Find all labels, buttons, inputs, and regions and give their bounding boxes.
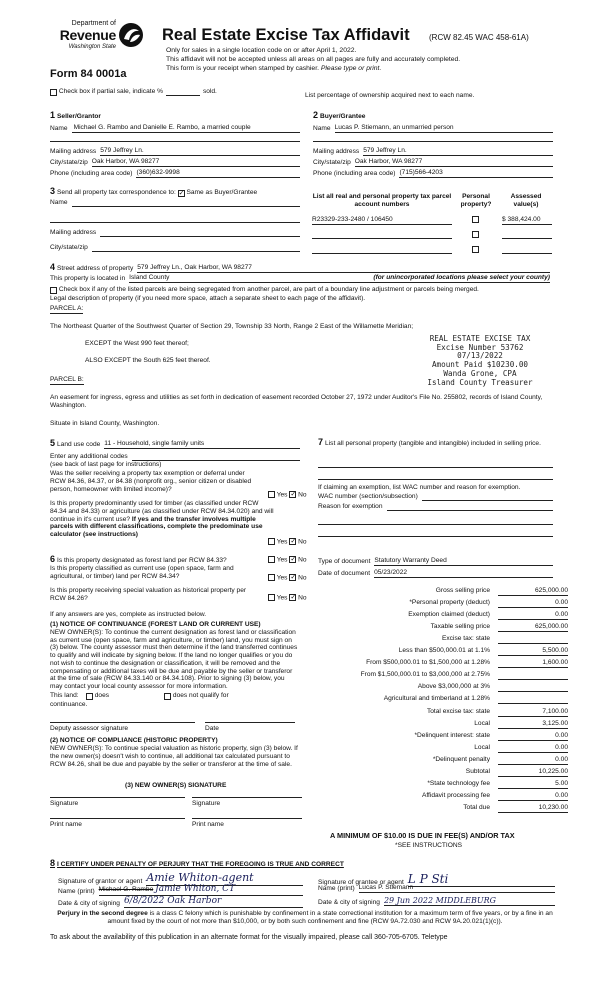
section3-name-row: Name (50, 199, 300, 207)
grantor-date-row: Date & city of signing 6/8/2022 Oak Harbor (58, 896, 303, 908)
grantee-date-city[interactable]: 29 Jun 2022 MIDDLEBURG (384, 896, 555, 906)
parcel-b-label: PARCEL B: (50, 376, 84, 383)
parcel-number[interactable]: R23329-233-2480 / 106450 (312, 216, 452, 225)
land-use-row: 5 Land use code 11 - Household, single family units (50, 438, 300, 449)
calc-label: Affidavit processing fee (421, 791, 490, 799)
calc-value[interactable]: 0.00 (498, 732, 568, 741)
calc-label: Excise tax: state (441, 635, 490, 643)
doc-type-row: Type of document Statutory Warranty Deed (318, 557, 553, 566)
seller-mail[interactable]: 579 Jeffrey Ln. (100, 147, 300, 156)
owner-print-label-1: Print name (50, 821, 82, 828)
historic-no-checkbox[interactable]: ✓ (290, 594, 297, 601)
this-land-row: This land: does does not qualify for (50, 692, 229, 699)
seller-city[interactable]: Oak Harbor, WA 98277 (92, 158, 300, 167)
seller-name-row: Name Michael G. Rambo and Danielle E. Rambo, a married couple (50, 124, 300, 133)
calc-label: *Delinquent penalty (432, 755, 490, 763)
exemption-yes-no: Yes ✓ No (268, 491, 307, 499)
buyer-city-row: City/state/zip Oak Harbor, WA 98277 (313, 158, 553, 167)
calc-value[interactable]: 10,225.00 (498, 768, 568, 777)
seller-mail-row: Mailing address 579 Jeffrey Ln. (50, 147, 300, 156)
wac-number[interactable] (422, 493, 553, 501)
calc-label: Taxable selling price (430, 623, 490, 631)
exemption-yes-checkbox[interactable] (268, 491, 275, 498)
partial-percent-field[interactable] (166, 95, 200, 96)
forest-yes-checkbox[interactable] (268, 556, 275, 563)
legal-text: Legal description of property (if you need more space, attach a separate sheet to each page of the affidavit). (50, 295, 366, 302)
dept-line2: Revenue (59, 27, 116, 43)
header-note1: Only for sales in a single location code on or after April 1, 2022. (166, 47, 357, 54)
deputy-signature-label: Deputy assessor signature (50, 725, 129, 732)
dor-logo (50, 20, 150, 60)
alt-format-note: To ask about the availability of this publication in an alternate format for the visually impaired, please call 360-705-6705. Teletype (50, 934, 448, 941)
buyer-phone[interactable]: (715)566-4203 (399, 169, 553, 178)
seller-phone-row: Phone (including area code) (360)632-9998 (50, 169, 300, 178)
section3-city-row: City/state/zip (50, 244, 300, 252)
calc-label: Total excise tax: state (426, 707, 490, 715)
timber-yes-no: Yes ✓ No (268, 538, 307, 546)
segregated-checkbox[interactable] (50, 287, 57, 294)
grantee-signature[interactable]: L P Sti (408, 872, 555, 887)
doc-date-row: Date of document 05/23/2022 (318, 569, 553, 578)
historic-yes-no: Yes ✓ No (268, 594, 307, 602)
minimum-due-note: A MINIMUM OF $10.00 IS DUE IN FEE(S) AND/OR TAX (330, 831, 515, 840)
legal-line1: The Northeast Quarter of the Southwest Quarter of Section 29, Township 33 North, Range 2 East of the Willamette Meridian; (50, 323, 414, 330)
grantor-date-city[interactable]: 6/8/2022 Oak Harbor (124, 896, 303, 908)
form-citation: (RCW 82.45 WAC 458-61A) (429, 33, 529, 42)
assessed-col-header: Assessed value(s) (510, 193, 542, 208)
situate-text: Situate in Island County, Washington. (50, 420, 160, 427)
calc-label: Above $3,000,000 at 3% (417, 683, 490, 691)
doc-date[interactable]: 05/23/2022 (374, 569, 553, 578)
historic-yes-checkbox[interactable] (268, 594, 275, 601)
calc-value[interactable]: 0.00 (498, 792, 568, 801)
notice-continuance-text: NEW OWNER(S): To continue the current designation as forest land or classification as current use (open space, farm and agriculture, or timber) land, you must sign on (3) below. The county assessor must then determine if the land transferred continues to qualify and will indicate by signing below. If the land no longer qualifies or you do not wish to continue the designation or classification, it will be removed and the compensating or additional taxes will be due and payable by the seller or transferor at the time of sale (RCW 84.33.140 or 84.34.108). Prior to signing (3) below, you may contact your local county assessor for more information. (50, 629, 298, 690)
wac-row: WAC number (section/subsection) (318, 493, 553, 501)
buyer-mail-row: Mailing address 579 Jeffrey Ln. (313, 147, 553, 156)
current-use-yes-no: Yes ✓ No (268, 574, 307, 582)
seller-city-row: City/state/zip Oak Harbor, WA 98277 (50, 158, 300, 167)
grantor-signature-row: Signature of grantor or agent Amie Whiton-agent (58, 872, 303, 886)
continuance-label: continuance. (50, 701, 88, 708)
notice-compliance-text: NEW OWNER(S): To continue special valuation as historic property, sign (3) below. If the new owner(s) doesn't wish to continue, all additional tax calculated pursuant to RCW 84.26, shall be due and payable by the seller or transferor at the time of sale. (50, 745, 298, 768)
forest-no-checkbox[interactable]: ✓ (290, 556, 297, 563)
buyer-phone-row: Phone (including area code) (715)566-4203 (313, 169, 553, 178)
current-use-question: Is this property classified as current use (open space, farm and agricultural, or timber) land per RCW 84.34? (50, 565, 234, 580)
wac-text: If claiming an exemption, list WAC number and reason for exemption. (318, 484, 521, 491)
easement-text: An easement for ingress, egress and utilities as set forth in dedication of easement recorded October 27, 1972 under Auditor's File No. 255802, records of Island County, Washington. (50, 394, 543, 409)
calc-label: Agricultural and timberland at 1.28% (383, 695, 490, 703)
buyer-heading: 2 Buyer/Grantee (313, 110, 366, 120)
calc-label: Gross selling price (435, 587, 490, 594)
notice-continuance-title: (1) NOTICE OF CONTINUANCE (FOREST LAND OR CURRENT USE) (50, 621, 261, 628)
additional-codes-row: Enter any additional codes (50, 453, 300, 461)
forest-question: 6 Is this property designated as forest land per RCW 84.33? (50, 554, 227, 564)
buyer-name-row: Name Lucas P. Stiemann, an unmarried person (313, 124, 553, 133)
calc-value[interactable]: 0.00 (498, 599, 568, 608)
calc-value[interactable]: 3,125.00 (498, 720, 568, 729)
timber-question: Is this property predominantly used for timber (as classified under RCW 84.34 and 84.33) or agriculture (as classified under RCW 84.34.020) and will continue in it's current use? If yes and the transfer involves multiple parcels with different classifications, complete the predominate use calculator (see instructions) (50, 500, 274, 539)
calc-value[interactable] (498, 683, 568, 692)
exemption-question: Was the seller receiving a property tax exemption or deferral under RCW 84.36, 84.37, or 84.38 (nonprofit org., senior citizen or disabled person, homeowner with limited income)? (50, 470, 252, 493)
form-number: Form 84 0001a (50, 68, 127, 80)
calc-value[interactable]: 7,100.00 (498, 708, 568, 717)
see-back-note: (see back of last page for instructions) (50, 461, 162, 468)
land-use-code[interactable]: 11 - Household, single family units (104, 440, 300, 449)
parcel-a-label: PARCEL A: (50, 305, 84, 312)
current-use-no-checkbox[interactable]: ✓ (290, 574, 297, 581)
county-select[interactable]: Island County (for unincorporated locations please select your county) (129, 274, 550, 281)
grantor-name-field[interactable]: Michael G. Rambo Jamie Whiton, CT (99, 884, 303, 896)
exemption-reason[interactable] (387, 503, 553, 511)
header-note2: This affidavit will not be accepted unless all areas on all pages are fully and accurately completed. (166, 56, 461, 63)
grantee-name[interactable]: Lucas P. Stiemann (359, 884, 555, 893)
segregated-row: Check box if any of the listed parcels are being segregated from another parcel, are part of a boundary line adjustment or parcels being merged. (50, 286, 550, 294)
except-line2: ALSO EXCEPT the South 625 feet thereof. (85, 357, 211, 364)
ownership-note: List percentage of ownership acquired next to each name. (305, 92, 475, 99)
owner-signature-label-1: Signature (50, 800, 79, 807)
calc-label: *Personal property (deduct) (409, 599, 490, 607)
dor-logo-icon (118, 22, 144, 48)
calc-label: Exemption claimed (deduct) (408, 611, 490, 619)
personal-property-checkbox-1[interactable] (472, 216, 479, 223)
timber-no-checkbox[interactable]: ✓ (290, 538, 297, 545)
calc-value[interactable]: 1,600.00 (498, 659, 568, 668)
perjury-notice: Perjury in the second degree is a class C felony which is punishable by confinement in a state correctional institution for a maximum term of five years, or by a fine in an amount fixed by the court of not more than $10,000, or by both such confinement and fine (RCW 9A.72.030 and RCW 9A.20.021(1)(c)). (57, 910, 553, 925)
doc-type[interactable]: Statutory Warranty Deed (374, 557, 553, 566)
personal-col-header: Personal property? (460, 193, 492, 208)
deputy-date-label: Date (205, 725, 219, 732)
treasurer-stamp: REAL ESTATE EXCISE TAX Excise Number 53762 07/13/2022 Amount Paid $10230.00 Wanda Grone, CPA Island County Treasurer (427, 334, 533, 387)
section3-mail-row: Mailing address (50, 229, 300, 237)
section7-text: 7 List all personal property (tangible and intangible) included in selling price. (318, 437, 541, 447)
calc-value[interactable]: 625,000.00 (498, 623, 568, 632)
section3-mail[interactable] (100, 229, 300, 237)
notice-compliance-title: (2) NOTICE OF COMPLIANCE (HISTORIC PROPERTY) (50, 737, 218, 744)
reason-row: Reason for exemption (318, 503, 553, 511)
calc-value[interactable]: 5.00 (498, 780, 568, 789)
calc-label: Subtotal (465, 767, 490, 775)
calc-value[interactable]: 10,230.00 (498, 804, 568, 813)
street-address[interactable]: 579 Jeffrey Ln., Oak Harbor, WA 98277 (137, 264, 550, 273)
calc-value[interactable]: 0.00 (498, 756, 568, 765)
parcel-col-header: List all real and personal property tax parcel account numbers (312, 193, 452, 208)
grantor-signature[interactable]: Amie Whiton-agent (146, 872, 303, 886)
calc-label: Total due (463, 803, 490, 811)
calc-value[interactable]: 5,500.00 (498, 647, 568, 656)
calc-label: *Delinquent interest: state (414, 731, 490, 739)
certify-heading: 8 I CERTIFY UNDER PENALTY OF PERJURY THAT THE FOREGOING IS TRUE AND CORRECT (50, 858, 344, 868)
dept-line3: Washington State (68, 44, 116, 50)
dept-line1: Department of (71, 20, 116, 27)
section3-name[interactable] (72, 199, 300, 207)
same-as-buyer-checkbox[interactable]: ✓ (178, 189, 185, 197)
grantor-name-row: Name (print) Michael G. Rambo Jamie Whiton, CT (58, 884, 303, 896)
header-note3: This form is your receipt when stamped by cashier. Please type or print. (166, 65, 382, 72)
exemption-no-checkbox[interactable]: ✓ (290, 491, 297, 498)
current-use-yes-checkbox[interactable] (268, 574, 275, 581)
additional-codes[interactable] (132, 453, 300, 461)
calc-label: Local (474, 743, 490, 751)
buyer-mail[interactable]: 579 Jeffrey Ln. (363, 147, 553, 156)
personal-property-checkbox-2[interactable] (472, 231, 479, 238)
assessed-value[interactable]: $ 388,424.00 (502, 216, 552, 225)
grantee-date-row: Date & city of signing 29 Jun 2022 MIDDLEBURG (318, 896, 555, 906)
grantee-name-row: Name (print) Lucas P. Stiemann (318, 884, 555, 893)
historic-question: Is this property receiving special valuation as historical property per RCW 84.26? (50, 587, 247, 602)
form-title: Real Estate Excise Tax Affidavit (162, 26, 410, 44)
buyer-name[interactable]: Lucas P. Stiemann, an unmarried person (335, 124, 553, 133)
see-instructions-note: *SEE INSTRUCTIONS (395, 842, 463, 849)
section3-city[interactable] (92, 244, 300, 252)
partial-sale-row: Check box if partial sale, indicate % sold. (50, 88, 217, 96)
street-row: 4 Street address of property 579 Jeffrey Ln., Oak Harbor, WA 98277 (50, 262, 550, 273)
calc-label: From $500,000.01 to $1,500,000 at 1.28% (366, 659, 490, 667)
new-owner-signature-title: (3) NEW OWNER(S) SIGNATURE (125, 782, 227, 789)
owner-signature-label-2: Signature (192, 800, 221, 807)
calc-label: Local (474, 719, 490, 727)
calc-label: *State technology fee (427, 779, 490, 787)
calc-label: From $1,500,000.01 to $3,000,000 at 2.75% (360, 671, 490, 679)
calc-value[interactable] (498, 695, 568, 704)
section3-heading: 3 Send all property tax correspondence to: ✓ Same as Buyer/Grantee (50, 186, 258, 197)
calc-value[interactable]: 0.00 (498, 744, 568, 753)
calc-label: Less than $500,000.01 at 1.1% (398, 647, 490, 655)
seller-phone[interactable]: (360)632-9998 (136, 169, 300, 178)
owner-print-label-2: Print name (192, 821, 224, 828)
if-yes-note: If any answers are yes, complete as instructed below. (50, 611, 207, 618)
calc-value[interactable] (498, 671, 568, 680)
land-does-not-checkbox[interactable] (164, 693, 171, 700)
calc-value[interactable] (498, 635, 568, 644)
seller-heading: 1 Seller/Grantor (50, 110, 101, 120)
land-does-checkbox[interactable] (86, 693, 93, 700)
seller-name[interactable]: Michael G. Rambo and Danielle E. Rambo, a married couple (72, 124, 300, 133)
calc-value[interactable]: 625,000.00 (498, 587, 568, 596)
located-row: This property is located in Island County (for unincorporated locations please select your county) (50, 274, 550, 282)
buyer-city[interactable]: Oak Harbor, WA 98277 (355, 158, 553, 167)
forest-yes-no: Yes ✓ No (268, 556, 307, 564)
calc-value[interactable]: 0.00 (498, 611, 568, 620)
grantee-signature-row: Signature of grantee or agent L P Sti (318, 872, 555, 887)
personal-property-checkbox-3[interactable] (472, 246, 479, 253)
timber-yes-checkbox[interactable] (268, 538, 275, 545)
except-line1: EXCEPT the West 990 feet thereof; (85, 340, 189, 347)
partial-sale-checkbox[interactable] (50, 89, 57, 96)
